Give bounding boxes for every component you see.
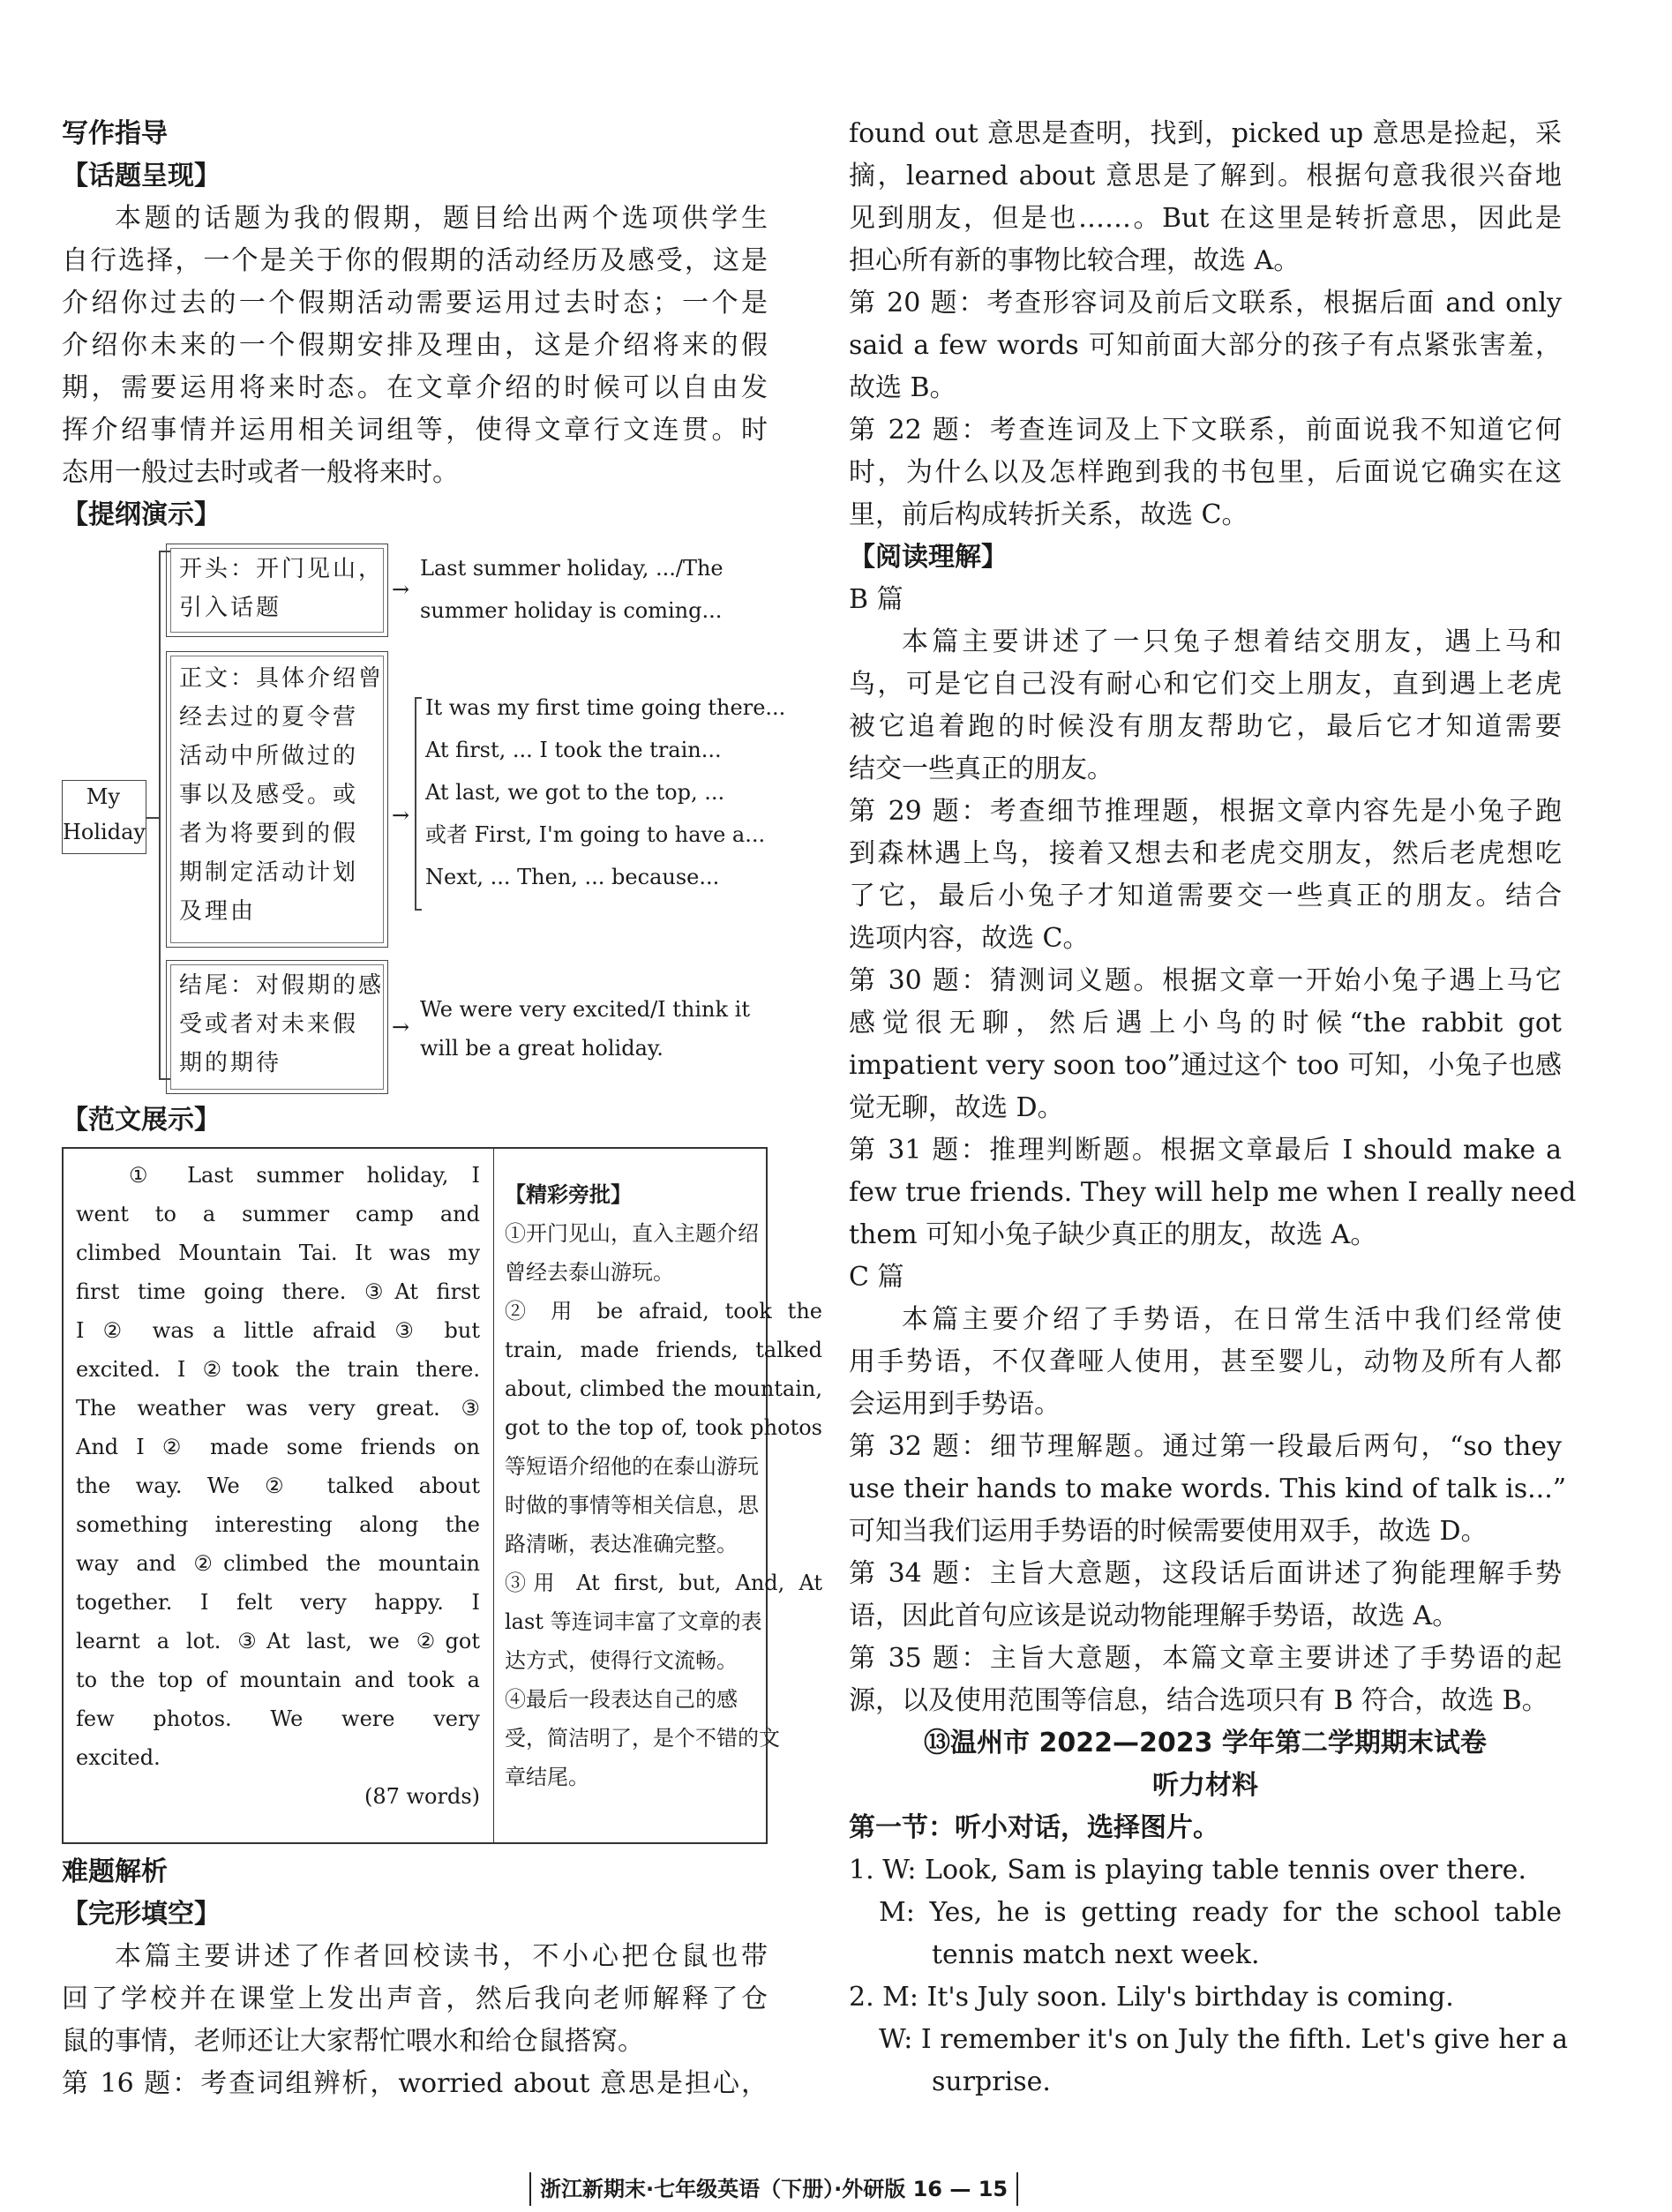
dialogue-line: surprise. — [932, 2066, 1051, 2097]
topic-line: 介绍你未来的一个假期安排及理由，这是介绍将来的假 — [62, 330, 768, 361]
text-line: 语，因此首句应该是说动物能理解手势语，故选 A。 — [849, 1601, 1459, 1631]
outline-box-body — [166, 651, 388, 948]
text-line: 用手势语，不仅聋哑人使用，甚至婴儿，动物及所有人都 — [849, 1346, 1562, 1377]
difficulty-title: 难题解析 — [62, 1856, 168, 1887]
essay-line: And I ② made some friends on — [76, 1435, 480, 1459]
outline-en: summer holiday is coming... — [420, 598, 723, 623]
outline-root-line: Holiday — [63, 820, 146, 844]
outline-box-intro — [166, 544, 388, 637]
dialogue-line: 2. M: It's July soon. Lily's birthday is coming. — [849, 1982, 1454, 2013]
text-line: 里，前后构成转折关系，故选 C。 — [849, 499, 1248, 530]
cloze-line: 本篇主要讲述了作者回校读书，不小心把仓鼠也带 — [115, 1941, 768, 1972]
text-line: 会运用到手势语。 — [849, 1389, 1061, 1420]
writing-guide-title: 写作指导 — [62, 118, 168, 149]
passage-c-label: C 篇 — [849, 1262, 904, 1293]
topic-heading: 【话题呈现】 — [62, 161, 221, 191]
outline-text: 事以及感受。或 — [179, 782, 359, 808]
essay-line: learnt a lot. ③At last, we ②got — [76, 1629, 480, 1653]
comment-line: train, made friends, talked — [505, 1338, 822, 1362]
text-line: 觉无聊，故选 D。 — [849, 1092, 1064, 1123]
comment-line: ② 用 be afraid, took the — [505, 1299, 822, 1323]
outline-text: 期制定活动计划 — [179, 859, 359, 886]
essay-line: to the top of mountain and took a — [76, 1668, 480, 1692]
text-line: impatient very soon too”通过这个 too 可知，小兔子也感 — [849, 1050, 1562, 1081]
bracket-line — [159, 551, 161, 1080]
essay-line: I ② was a little afraid ③ but — [76, 1318, 480, 1343]
footer-text: 浙江新期末·七年级英语（下册）·外研版 16 — 15 — [529, 2172, 1018, 2206]
comment-line: about, climbed the mountain, — [505, 1376, 822, 1401]
arrow-icon: → — [392, 803, 410, 828]
comment-line: 路清晰，表达准确完整。 — [505, 1532, 738, 1556]
text-line: 本篇主要介绍了手势语，在日常生活中我们经常使 — [902, 1304, 1562, 1335]
text-line: use their hands to make words. This kind of talk is...” — [849, 1473, 1567, 1504]
text-line: 结交一些真正的朋友。 — [849, 754, 1113, 784]
outline-en: It was my first time going there... — [425, 695, 786, 720]
outline-root-box — [62, 780, 146, 854]
page-footer — [529, 2172, 1094, 2206]
bracket-line — [415, 697, 422, 699]
dialogue-line: W: I remember it's on July the fifth. Let's give her a — [879, 2024, 1569, 2055]
outline-en: Last summer holiday, .../The — [420, 556, 724, 581]
outline-text: 期的期待 — [179, 1050, 282, 1076]
passage-b-label: B 篇 — [849, 584, 903, 615]
cloze-line: 回了学校并在课堂上发出声音，然后我向老师解释了仓 — [62, 1983, 768, 2014]
bracket-line — [415, 697, 416, 911]
outline-box-ending — [166, 960, 388, 1094]
text-line: 第 29 题：考查细节推理题，根据文章内容先是小兔子跑 — [849, 796, 1562, 827]
outline-heading: 【提纲演示】 — [62, 499, 221, 530]
text-line: 选项内容，故选 C。 — [849, 923, 1090, 954]
arrow-icon: → — [392, 1015, 410, 1039]
reading-heading: 【阅读理解】 — [849, 542, 1008, 573]
outline-text: 开头：开门见山， — [179, 556, 385, 582]
essay-word-count: (87 words) — [364, 1784, 480, 1809]
essay-comments — [505, 1175, 822, 1796]
sample-heading: 【范文展示】 — [62, 1105, 221, 1136]
text-line: 担心所有新的事物比较合理，故选 A。 — [849, 245, 1301, 276]
left-column — [62, 113, 822, 2105]
comment-line: ①开门见山，直入主题介绍 — [505, 1221, 759, 1246]
topic-line: 态用一般过去时或者一般将来时。 — [62, 457, 459, 488]
essay-line: together. I felt very happy. I — [76, 1590, 480, 1615]
dialogue-line: 1. W: Look, Sam is playing table tennis over there. — [849, 1855, 1526, 1886]
text-line: 了它，最后小兔子才知道需要交一些真正的朋友。结合 — [849, 881, 1562, 911]
comment-line: 等短语介绍他的在泰山游玩 — [505, 1454, 759, 1479]
listening-title: 听力材料 — [1152, 1770, 1258, 1801]
comment-line: 达方式，使得行文流畅。 — [505, 1648, 738, 1673]
text-line: 本篇主要讲述了一只兔子想着结交朋友，遇上马和 — [902, 626, 1562, 657]
text-line: 第 35 题：主旨大意题，本篇文章主要讲述了手势语的起 — [849, 1643, 1562, 1674]
text-line: 第 34 题：主旨大意题，这段话后面讲述了狗能理解手势 — [849, 1558, 1562, 1589]
topic-line: 期，需要运用将来时态。在文章介绍的时候可以自由发 — [62, 372, 768, 403]
cloze-heading: 【完形填空】 — [62, 1899, 221, 1930]
text-line: them 可知小兔子缺少真正的朋友，故选 A。 — [849, 1219, 1377, 1250]
essay-line: something interesting along the — [76, 1512, 480, 1537]
essay-line: way and ②climbed the mountain — [76, 1551, 480, 1576]
outline-diagram — [62, 540, 786, 1080]
cloze-line: 鼠的事情，老师还让大家帮忙喂水和给仓鼠搭窝。 — [62, 2026, 644, 2057]
outline-en: We were very excited/I think it — [420, 997, 751, 1022]
topic-line: 介绍你过去的一个假期活动需要运用过去时态；一个是 — [62, 288, 768, 319]
outline-text: 活动中所做过的 — [179, 743, 359, 769]
essay-line: The weather was very great. ③ — [76, 1396, 480, 1421]
comment-title: 【精彩旁批】 — [505, 1182, 632, 1207]
right-column — [849, 113, 1577, 2103]
text-line: said a few words 可知前面大部分的孩子有点紧张害羞， — [849, 330, 1562, 361]
text-line: 被它追着跑的时候没有朋友帮助它，最后它才知道需要 — [849, 711, 1562, 742]
comment-line: ④最后一段表达自己的感 — [505, 1687, 738, 1712]
text-line: 第 32 题：细节理解题。通过第一段最后两句，“so they — [849, 1431, 1562, 1462]
comment-line: 受，简洁明了，是个不错的文 — [505, 1726, 780, 1751]
outline-text: 及理由 — [179, 898, 257, 925]
text-line: 故选 B。 — [849, 372, 956, 403]
outline-en: Next, ... Then, ... because... — [425, 865, 720, 889]
topic-paragraph — [62, 198, 768, 494]
outline-en: At last, we got to the top, ... — [425, 780, 725, 805]
text-line: 到森林遇上鸟，接着又想去和老虎交朋友，然后老虎想吃 — [849, 838, 1562, 869]
sample-essay-box — [62, 1147, 822, 1844]
text-line: 见到朋友，但是也……。But 在这里是转折意思，因此是 — [849, 203, 1562, 234]
outline-text: 者为将要到的假 — [179, 821, 359, 847]
essay-line: ① Last summer holiday, I — [129, 1163, 480, 1188]
essay-line: climbed Mountain Tai. It was my — [76, 1241, 480, 1265]
outline-root-line: My — [86, 784, 121, 809]
outline-text: 经去过的夏令营 — [179, 704, 359, 731]
outline-text: 受或者对未来假 — [179, 1011, 359, 1038]
cloze-line: 第 16 题：考查词组辨析，worried about 意思是担心， — [62, 2068, 768, 2099]
text-line: 第 31 题：推理判断题。根据文章最后 I should make a — [849, 1135, 1562, 1166]
text-line: 可知当我们运用手势语的时候需要使用双手，故选 D。 — [849, 1516, 1488, 1547]
dialogue-line: tennis match next week. — [932, 1939, 1260, 1970]
comment-line: ③用 At first, but, And, At — [505, 1571, 822, 1595]
text-line: 鸟，可是它自己没有耐心和它们交上朋友，直到遇上老虎 — [849, 669, 1562, 700]
essay-line: few photos. We were very — [76, 1706, 480, 1731]
text-line: 摘，learned about 意思是了解到。根据句意我很兴奋地 — [849, 161, 1562, 191]
essay-line: excited. — [76, 1745, 161, 1770]
connector-line — [146, 817, 159, 819]
outline-text: 引入话题 — [179, 595, 282, 621]
bracket-line — [415, 909, 422, 911]
essay-line: the way. We ② talked about — [76, 1473, 480, 1498]
essay-line: excited. I ②took the train there. — [76, 1357, 480, 1382]
part1-heading: 第一节：听小对话，选择图片。 — [849, 1812, 1219, 1843]
essay-line: first time going there. ③At first — [76, 1279, 480, 1304]
text-line: found out 意思是查明，找到，picked up 意思是捡起，采 — [849, 118, 1562, 149]
comment-line: 章结尾。 — [505, 1765, 589, 1789]
topic-line: 自行选择，一个是关于你的假期的活动经历及感受，这是 — [62, 245, 768, 276]
text-line: few true friends. They will help me when I really need — [849, 1177, 1577, 1208]
outline-en: will be a great holiday. — [420, 1036, 664, 1061]
text-line: 第 22 题：考查连词及上下文联系，前面说我不知道它何 — [849, 415, 1562, 446]
topic-line: 挥介绍事情并运用相关词组等，使得文章行文连贯。时 — [62, 415, 768, 446]
text-line: 时，为什么以及怎样跑到我的书包里，后面说它确实在这 — [849, 457, 1562, 488]
outline-en: At first, ... I took the train... — [425, 738, 722, 762]
text-line: 感觉很无聊，然后遇上小鸟的时候“the rabbit got — [849, 1008, 1562, 1039]
essay-line: went to a summer camp and — [76, 1202, 480, 1226]
arrow-icon: → — [392, 577, 410, 602]
essay-text — [76, 1156, 480, 1816]
comment-line: last 等连词丰富了文章的表 — [505, 1609, 762, 1634]
outline-text: 正文：具体介绍曾 — [179, 665, 385, 692]
comment-line: 时做的事情等相关信息，思 — [505, 1493, 759, 1518]
comment-line: got to the top of, took photos — [505, 1415, 822, 1440]
outline-en: 或者 First, I'm going to have a... — [425, 822, 766, 847]
text-line: 第 20 题：考查形容词及前后文联系，根据后面 and only — [849, 288, 1562, 319]
essay-divider — [493, 1149, 494, 1842]
outline-text: 结尾：对假期的感 — [179, 972, 385, 999]
text-line: 源，以及使用范围等信息，结合选项只有 B 符合，故选 B。 — [849, 1685, 1548, 1716]
exam-title: ⑬温州市 2022—2023 学年第二学期期末试卷 — [924, 1728, 1487, 1758]
comment-line: 曾经去泰山游玩。 — [505, 1260, 674, 1285]
topic-line: 本题的话题为我的假期，题目给出两个选项供学生 — [115, 203, 768, 234]
dialogue-line: M: Yes, he is getting ready for the school table — [879, 1897, 1562, 1928]
text-line: 第 30 题：猜测词义题。根据文章一开始小兔子遇上马它 — [849, 965, 1562, 996]
